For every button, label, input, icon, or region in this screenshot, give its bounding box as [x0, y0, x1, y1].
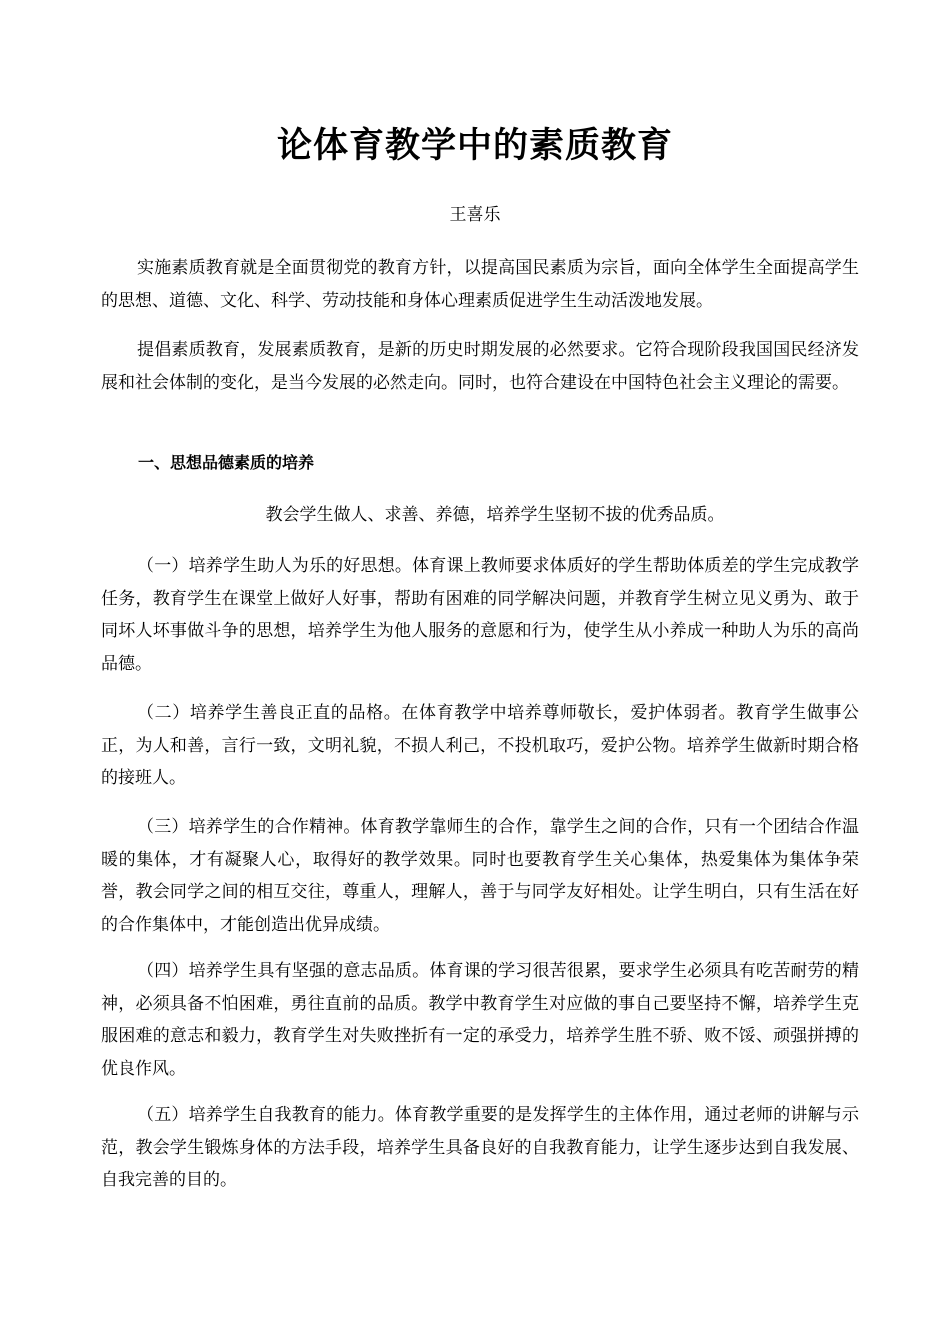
section-summary: 教会学生做人、求善、养德，培养学生坚韧不拔的优秀品质。: [265, 505, 725, 525]
section-item-5: （五）培养学生自我教育的能力。体育教学重要的是发挥学生的主体作用，通过老师的讲解与示范，教会学生锻炼身体的方法手段，培养学生具备良好的自我教育能力，让学生逐步达到自我发展、自我完善的目的。: [101, 1105, 859, 1190]
section-item-1: （一）培养学生助人为乐的好思想。体育课上教师要求体质好的学生帮助体质差的学生完成教学任务，教育学生在课堂上做好人好事，帮助有困难的同学解决问题，并教育学生树立见义勇为、敢于同坏人坏事做斗争的思想，培养学生为他人服务的意愿和行为，使学生从小养成一种助人为乐的高尚品德。: [101, 556, 859, 674]
author-name: 王喜乐: [449, 205, 501, 225]
section-item-4: （四）培养学生具有坚强的意志品质。体育课的学习很苦很累，要求学生必须具有吃苦耐劳的精神，必须具备不怕困难，勇往直前的品质。教学中教育学生对应做的事自己要坚持不懈，培养学生克服困难的意志和毅力，教育学生对失败挫折有一定的承受力，培养学生胜不骄、败不馁、顽强拼搏的优良作风。: [101, 961, 859, 1079]
intro-paragraph-2: 提倡素质教育，发展素质教育，是新的历史时期发展的必然要求。它符合现阶段我国国民经济发展和社会体制的变化，是当今发展的必然走向。同时，也符合建设在中国特色社会主义理论的需要。: [101, 340, 859, 393]
document-title: 论体育教学中的素质教育: [276, 126, 673, 166]
section-item-2: （二）培养学生善良正直的品格。在体育教学中培养尊师敬长，爱护体弱者。教育学生做事公正，为人和善，言行一致，文明礼貌，不损人利己，不投机取巧，爱护公物。培养学生做新时期合格的接班人。: [101, 703, 859, 788]
section-item-3: （三）培养学生的合作精神。体育教学靠师生的合作，靠学生之间的合作，只有一个团结合作温暖的集体，才有凝聚人心，取得好的教学效果。同时也要教育学生关心集体，热爱集体为集体争荣誉，教会同学之间的相互交往，尊重人，理解人，善于与同学友好相处。让学生明白，只有生活在好的合作集体中，才能创造出优异成绩。: [101, 817, 859, 935]
section-heading: 一、思想品德素质的培养: [138, 453, 315, 472]
intro-paragraph-1: 实施素质教育就是全面贯彻党的教育方针，以提高国民素质为宗旨，面向全体学生全面提高学生的思想、道德、文化、科学、劳动技能和身体心理素质促进学生生动活泼地发展。: [101, 258, 859, 311]
